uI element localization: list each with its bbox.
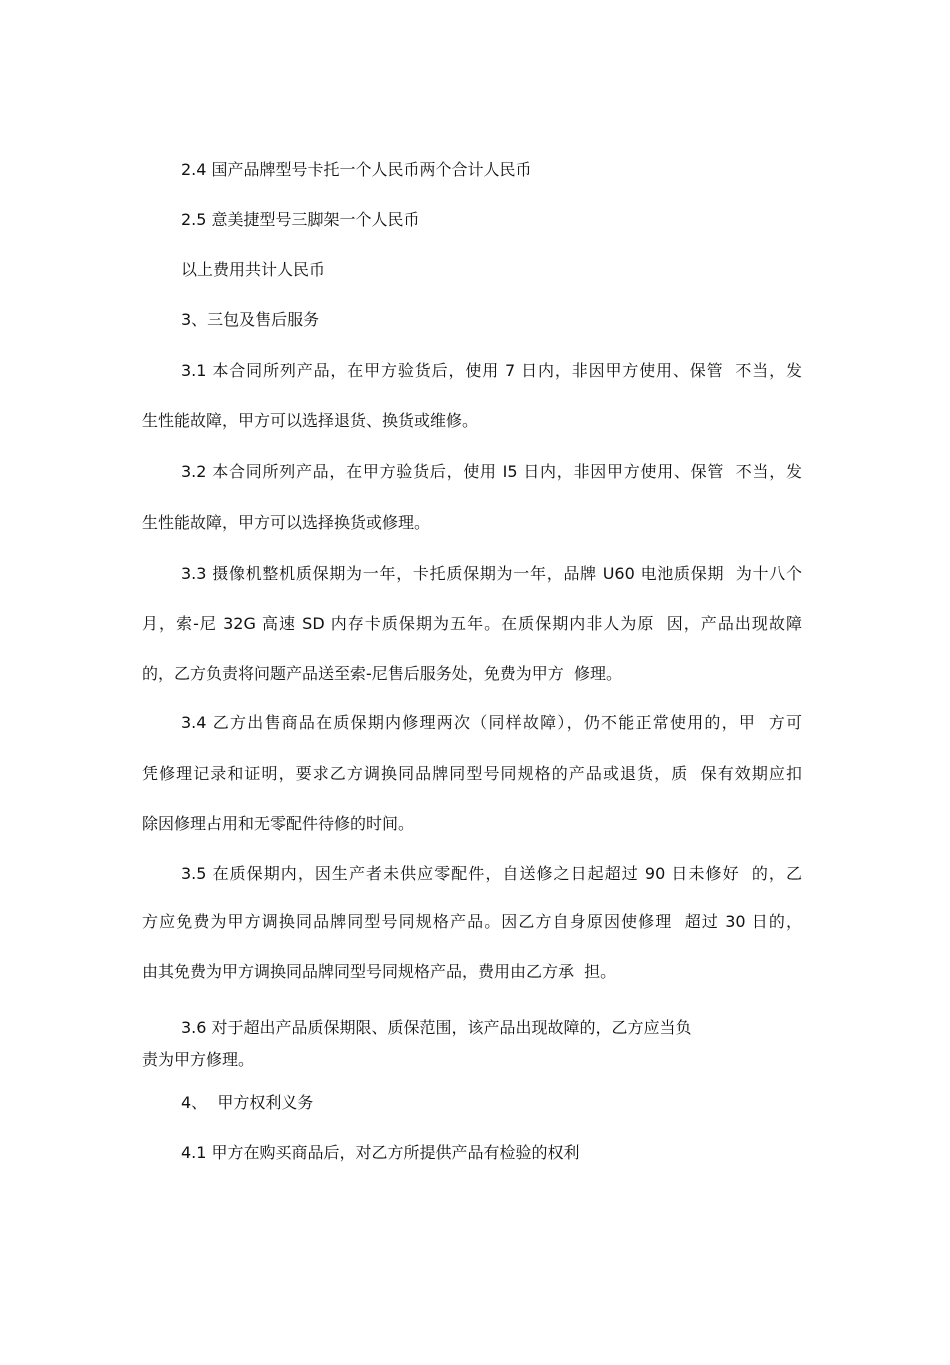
clause-3-6-line-1: 3.6 对于超出产品质保期限、质保范围，该产品出现故障的，乙方应当负: [181, 1018, 692, 1037]
clause-3-5-line-1: 3.5 在质保期内，因生产者未供应零配件，自送修之日起超过 90 日未修好 的，乙: [181, 864, 802, 883]
section-4-heading: 4、 甲方权利义务: [181, 1093, 314, 1112]
clause-3-3-line-3: 的，乙方负责将问题产品送至索-尼售后服务处，免费为甲方 修理。: [142, 664, 622, 683]
clause-2-5: 2.5 意美捷型号三脚架一个人民币: [181, 210, 420, 229]
clause-3-3-line-2: 月，索-尼 32G 高速 SD 内存卡质保期为五年。在质保期内非人为原 因，产品出现故障: [142, 614, 802, 633]
clause-3-5-line-2: 方应免费为甲方调换同品牌同型号同规格产品。因乙方自身原因使修理 超过 30 日的，: [142, 912, 802, 931]
clause-3-3-line-1: 3.3 摄像机整机质保期为一年，卡托质保期为一年，品牌 U60 电池质保期 为十八个: [181, 564, 802, 583]
clause-2-4: 2.4 国产品牌型号卡托一个人民币两个合计人民币: [181, 160, 532, 179]
clause-3-5-line-3: 由其免费为甲方调换同品牌同型号同规格产品，费用由乙方承 担。: [142, 962, 617, 981]
clause-3-2-line-1: 3.2 本合同所列产品，在甲方验货后，使用 I5 日内，非因甲方使用、保管 不当，发: [181, 462, 802, 481]
clause-3-6-line-2: 责为甲方修理。: [142, 1050, 255, 1069]
clause-3-4-line-3: 除因修理占用和无零配件待修的时间。: [142, 814, 415, 833]
clause-3-1-line-1: 3.1 本合同所列产品，在甲方验货后，使用 7 日内，非因甲方使用、保管 不当，发: [181, 361, 802, 380]
clause-3-4-line-2: 凭修理记录和证明，要求乙方调换同品牌同型号同规格的产品或退货，质 保有效期应扣: [142, 764, 802, 783]
section-3-heading: 3、三包及售后服务: [181, 310, 320, 329]
clause-4-1: 4.1 甲方在购买商品后，对乙方所提供产品有检验的权利: [181, 1143, 580, 1162]
clause-3-4-line-1: 3.4 乙方出售商品在质保期内修理两次（同样故障），仍不能正常使用的，甲 方可: [181, 713, 802, 732]
clause-3-1-line-2: 生性能故障，甲方可以选择退货、换货或维修。: [142, 411, 479, 430]
total-line: 以上费用共计人民币: [181, 260, 326, 279]
clause-3-2-line-2: 生性能故障，甲方可以选择换货或修理。: [142, 513, 431, 532]
